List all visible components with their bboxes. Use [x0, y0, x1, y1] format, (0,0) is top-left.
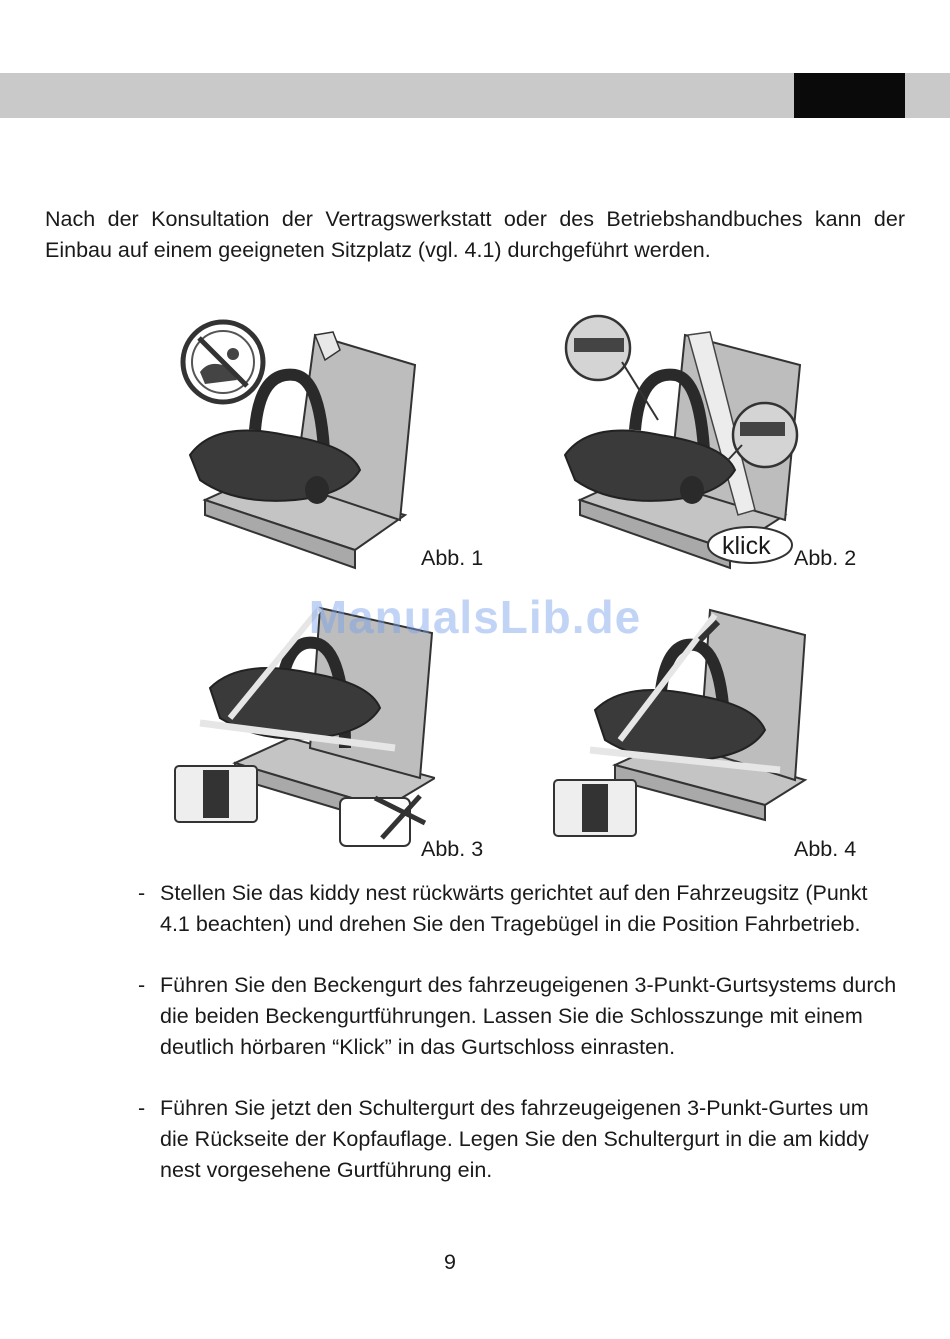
instruction-text: Stellen Sie das kiddy nest rückwärts gerichtet auf den Fahrzeugsitz (Punkt 4.1 beachten) und drehen Sie den Tragebügel in die Position Fahrbetrieb.: [160, 881, 868, 936]
figure-2-caption: Abb. 2: [794, 546, 857, 570]
watermark: ManualsLib.de: [308, 591, 642, 643]
figure-1-caption: Abb. 1: [421, 546, 484, 570]
instruction-step: - Führen Sie jetzt den Schultergurt des fahrzeugeigenen 3-Punkt-Gurtes um die Rückseite der Kopfauflage. Legen Sie den Schultergurt in die am kiddy nest vorgesehene Gurtführung ein.: [138, 1093, 898, 1186]
klick-callout: klick: [722, 532, 771, 560]
instruction-step: - Führen Sie den Beckengurt des fahrzeugeigenen 3-Punkt-Gurtsystems durch die beiden Beckengurtführungen. Lassen Sie die Schlosszunge mit einem deutlich hörbaren “Klick” in das Gurtschloss einrasten.: [138, 970, 898, 1063]
figure-2: [560, 310, 810, 570]
instruction-list: [138, 878, 898, 1216]
instruction-step: - Stellen Sie das kiddy nest rückwärts gerichtet auf den Fahrzeugsitz (Punkt 4.1 beachten) und drehen Sie den Tragebügel in die Position Fahrbetrieb.: [138, 878, 898, 940]
figure-1: [175, 310, 425, 570]
intro-paragraph: Nach der Konsultation der Vertragswerkstatt oder des Betriebshandbuches kann der Einbau auf einem geeigneten Sitzplatz (vgl. 4.1) durchgeführt werden.: [45, 207, 905, 262]
instruction-text: Führen Sie den Beckengurt des fahrzeugeigenen 3-Punkt-Gurtsystems durch die beiden Beckengurtführungen. Lassen Sie die Schlosszunge mit einem deutlich hörbaren “Klick” in das Gurtschloss einrasten.: [160, 973, 897, 1059]
figure-3-caption: Abb. 3: [421, 837, 484, 861]
header-tab-block: [794, 73, 905, 118]
figure-4-caption: Abb. 4: [794, 837, 857, 861]
instruction-text: Führen Sie jetzt den Schultergurt des fahrzeugeigenen 3-Punkt-Gurtes um die Rückseite der Kopfauflage. Legen Sie den Schultergurt in die am kiddy nest vorgesehene Gurtführung ein.: [160, 1096, 869, 1182]
page-number: 9: [444, 1250, 456, 1274]
